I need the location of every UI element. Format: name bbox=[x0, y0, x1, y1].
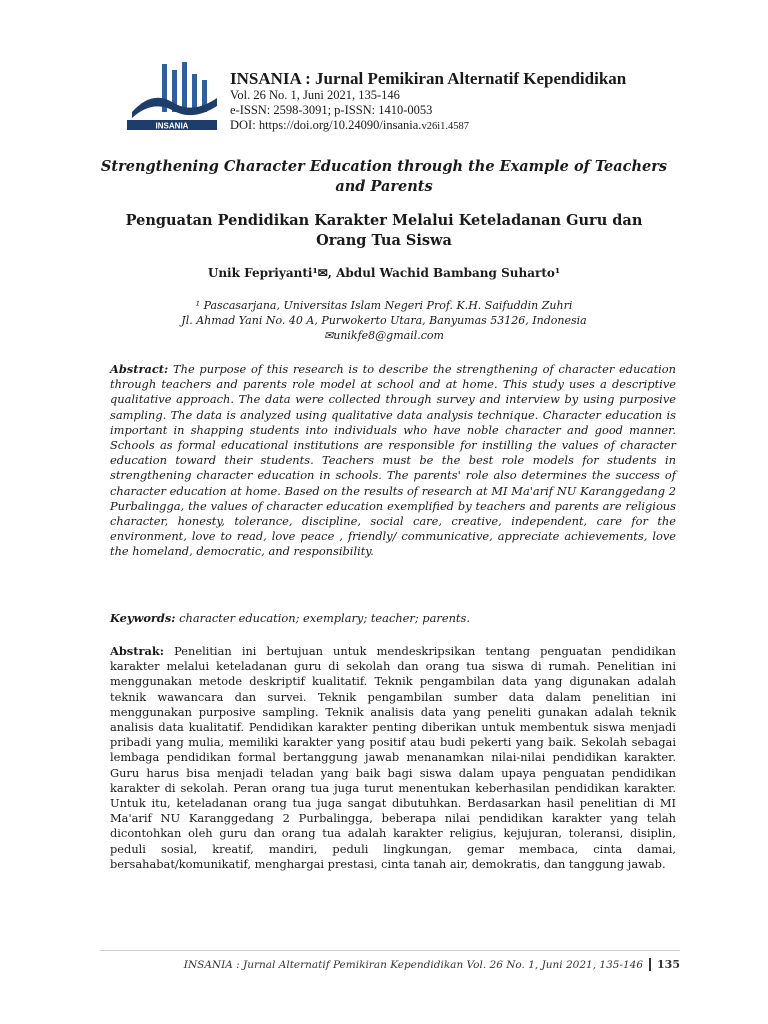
article-title-indonesian: Penguatan Pendidikan Karakter Melalui Keteladanan Guru dan Orang Tua Siswa bbox=[125, 212, 643, 249]
abstract-label: Abstract: bbox=[110, 362, 169, 376]
page-footer bbox=[184, 958, 680, 971]
footer-divider bbox=[100, 950, 680, 951]
journal-header bbox=[122, 60, 682, 140]
author-list: Unik Fepriyanti¹✉, Abdul Wachid Bambang Suharto¹ bbox=[207, 266, 561, 280]
journal-info bbox=[230, 70, 626, 134]
abstract-indonesian bbox=[110, 644, 676, 872]
journal-issn: e-ISSN: 2598-3091; p-ISSN: 1410-0053 bbox=[230, 103, 433, 117]
keywords-label: Keywords: bbox=[110, 611, 176, 625]
affiliation bbox=[100, 298, 668, 343]
keywords-text: character education; exemplary; teacher; parents. bbox=[179, 611, 470, 625]
article-title-english: Strengthening Character Education through the Example of Teachers and Parents bbox=[100, 158, 668, 195]
journal-volume: Vol. 26 No. 1, Juni 2021, 135-146 bbox=[230, 88, 400, 102]
doi-prefix: DOI: https://doi.org/10.24090/insania. bbox=[230, 118, 422, 132]
affiliation-address: Jl. Ahmad Yani No. 40 A, Purwokerto Utara, Banyumas 53126, Indonesia bbox=[181, 314, 587, 327]
insania-logo bbox=[122, 60, 222, 138]
affiliation-institution: ¹ Pascasarjana, Universitas Islam Negeri Prof. K.H. Saifuddin Zuhri bbox=[195, 299, 573, 312]
abstrak-label: Abstrak: bbox=[110, 644, 164, 658]
corresponding-email[interactable]: ✉unikfe8@gmail.com bbox=[324, 329, 444, 342]
journal-doi[interactable] bbox=[230, 118, 626, 134]
abstrak-text: Penelitian ini bertujuan untuk mendeskripsikan tentang penguatan pendidikan karakter melalui keteladanan guru di sekolah dan orang tua siswa di rumah. Penelitian ini menggunakan metode deskriptif kualitatif. Teknik pengambilan data yang digunakan adalah teknik wawancara dan survei. Teknik pengambilan sumber data dalam penelitian ini menggunakan purposive sampling. Teknik analisis data yang peneliti gunakan adalah teknik analisis data kualitatif. Pendidikan karakter penting diberikan untuk membentuk siswa menjadi pribadi yang mulia, memiliki karakter yang positif atau budi pekerti yang baik. Sekolah sebagai lembaga pendidikan formal bertanggung jawab menanamkan nilai-nilai pendidikan karakter. Guru harus bisa menjadi teladan yang baik bagi siswa dalam upaya penguatan pendidikan karakter di sekolah. Peran orang tua juga turut menentukan keberhasilan pendidikan karakter. Untuk itu, keteladanan orang tua juga sangat dibutuhkan. Berdasarkan hasil penelitian di MI Ma'arif NU Karanggedang 2 Purbalingga, beberapa nilai pendidikan karakter yang telah dicontohkan oleh guru dan orang tua adalah karakter religius, kejujuran, toleransi, disiplin, peduli sosial, kreatif, mandiri, peduli lingkungan, gemar membaca, cinta damai, bersahabat/komunikatif, menghargai prestasi, cinta tanah air, demokratis, dan tanggung jawab. bbox=[110, 644, 676, 871]
footer-journal: INSANIA : Jurnal Alternatif Pemikiran Kependidikan Vol. 26 No. 1, Juni 2021, 135-146 bbox=[183, 959, 644, 971]
abstract-english bbox=[110, 362, 676, 560]
abstract-text: The purpose of this research is to describe the strengthening of character education through teachers and parents role model at school and at home. This study uses a descriptive qualitative approach. The data were collected through survey and interview by using purposive sampling. The data is analyzed using qualitative data analysis technique. Character education is important in shapping students into individuals who have noble character and good manner. Schools as formal educational institutions are responsible for instilling the values of character education toward their students. Teachers must be the best role models for students in strengthening character education in schools. The parents' role also determines the success of character education at home. Based on the results of research at MI Ma'arif NU Karanggedang 2 Purbalingga, the values of character education exemplified by teachers and parents are religious character, honesty, tolerance, discipline, social care, creative, independent, care for the environment, love to read, love peace , friendly/ communicative, appreciate achievements, love the homeland, democratic, and responsibility. bbox=[110, 362, 676, 559]
doi-suffix: v26i1.4587 bbox=[421, 121, 469, 132]
logo-text: INSANIA bbox=[155, 121, 189, 131]
page-number: 135 bbox=[649, 958, 680, 971]
journal-name: INSANIA : Jurnal Pemikiran Alternatif Kependidikan bbox=[230, 69, 627, 88]
keywords bbox=[110, 611, 676, 625]
